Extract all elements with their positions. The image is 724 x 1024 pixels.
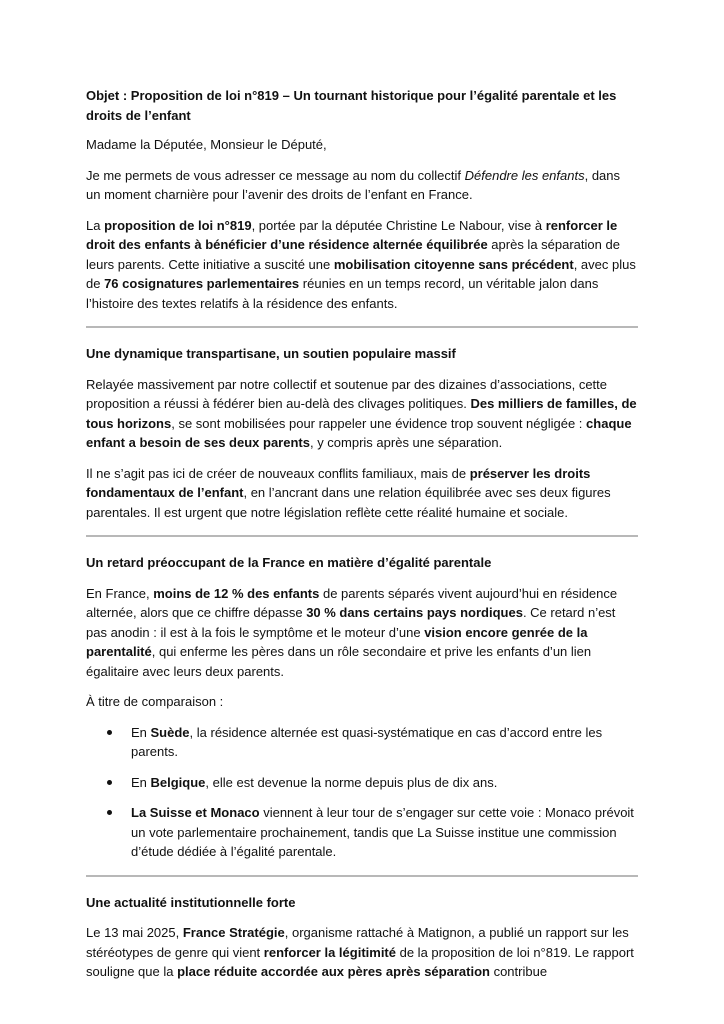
text-run: Je me permets de vous adresser ce message au nom du collectif xyxy=(86,167,465,183)
text-run: , organisme rattaché à Matignon, a publié un rapport sur les stéréotypes de genre qui vient xyxy=(86,925,629,960)
proposal-paragraph xyxy=(86,216,638,314)
text-run: En xyxy=(131,774,151,790)
emphasis-text: renforcer le droit des enfants à bénéficier d’une résidence alternée équilibrée xyxy=(86,217,618,252)
text-run: contribue xyxy=(489,964,548,979)
text-run: , avec plus de xyxy=(86,256,636,291)
letter-body xyxy=(86,86,638,993)
section-heading: Un retard préoccupant de la France en matière d’égalité parentale xyxy=(86,555,492,570)
letter-subject: Objet : Proposition de loi n°819 – Un tournant historique pour l’égalité parentale et les droits de l’enfant xyxy=(86,88,617,123)
text-run: , dans un moment charnière pour l’avenir des droits de l’enfant en France. xyxy=(86,167,621,202)
emphasis-text: France Stratégie xyxy=(182,925,285,940)
text-run: , y compris après une séparation. xyxy=(309,435,503,450)
emphasis-text: proposition de loi n°819 xyxy=(104,217,252,233)
text-run: . Ce retard n’est pas anodin : il est à la fois le symptôme et le moteur d’une xyxy=(86,605,616,640)
paragraph xyxy=(86,584,638,682)
list-item-text xyxy=(131,775,497,790)
text-run: Il ne s’agit pas ici de créer de nouveaux conflits familiaux, mais de xyxy=(86,465,470,481)
section-divider xyxy=(86,535,638,537)
italic-text: Défendre les enfants xyxy=(464,167,585,183)
section-divider xyxy=(86,326,638,328)
section-heading: Une dynamique transpartisane, un soutien populaire massif xyxy=(86,346,456,361)
emphasis-text: 30 % dans certains pays nordiques xyxy=(306,605,523,620)
emphasis-text: 76 cosignatures parlementaires xyxy=(104,276,300,291)
list-item xyxy=(86,723,638,762)
salutation: Madame la Députée, Monsieur le Député, xyxy=(86,137,327,152)
emphasis-text: place réduite accordée aux pères après séparation xyxy=(177,964,490,979)
intro-paragraph xyxy=(86,166,638,205)
text-run: , se sont mobilisées pour rappeler une évidence trop souvent négligée : xyxy=(171,415,587,431)
emphasis-text: moins de 12 % des enfants xyxy=(153,585,320,601)
section-heading: Une actualité institutionnelle forte xyxy=(86,894,296,910)
text-run: En France, xyxy=(86,585,154,601)
list-item xyxy=(86,773,638,793)
emphasis-text: Des milliers de familles, de tous horizons xyxy=(86,396,637,431)
paragraph xyxy=(86,923,638,982)
emphasis-text: Belgique xyxy=(150,774,206,790)
text-run: de parents séparés vivent aujourd’hui en résidence alternée, alors que ce chiffre dépasse xyxy=(86,585,618,620)
text-run: , en l’ancrant dans une relation équilibrée avec ses deux figures parentales. Il est urgent que notre législation reflète cette réalité humaine et sociale. xyxy=(86,485,611,520)
text-run: viennent à leur tour de s’engager sur cette voie : Monaco prévoit un vote parlementaire prochainement, tandis que La Suisse institue une commission d’étude dédiée à l’égalité parentale. xyxy=(131,805,634,859)
text-run: , portée par la députée Christine Le Nabour, vise à xyxy=(251,217,546,233)
emphasis-text: Suède xyxy=(150,724,190,740)
bullet-icon xyxy=(107,730,112,735)
emphasis-text: chaque enfant a besoin de ses deux parents xyxy=(86,415,632,450)
text-run: Relayée massivement par notre collectif et soutenue par des dizaines d’associations, cette proposition a réussi à fédérer bien au-delà des clivages politiques. xyxy=(86,376,608,411)
list-item-text xyxy=(131,805,634,859)
list-item xyxy=(86,803,638,862)
bullet-icon xyxy=(107,780,112,785)
text-run: après la séparation de leurs parents. Cette initiative a suscité une xyxy=(86,237,620,272)
bullet-icon xyxy=(107,810,112,815)
text-run: , elle est devenue la norme depuis plus de dix ans. xyxy=(205,774,498,790)
text-run: , la résidence alternée est quasi-systématique en cas d’accord entre les parents. xyxy=(131,724,603,759)
paragraph xyxy=(86,375,638,453)
comparison-list xyxy=(86,723,638,862)
emphasis-text: vision encore genrée de la parentalité xyxy=(86,624,588,659)
text-run: réunies en un temps record, un véritable jalon dans l’histoire des textes relatifs à la résidence des enfants. xyxy=(86,276,599,311)
emphasis-text: renforcer la légitimité xyxy=(263,944,396,960)
text-run: Le 13 mai 2025, xyxy=(86,925,183,940)
list-item-text xyxy=(131,725,602,760)
emphasis-text: préserver les droits fondamentaux de l’enfant xyxy=(86,465,591,500)
section-divider xyxy=(86,875,638,877)
emphasis-text: La Suisse et Monaco xyxy=(131,805,260,820)
text-run: La xyxy=(86,217,105,233)
text-run: de la proposition de loi n°819. Le rapport souligne que la xyxy=(86,944,634,979)
emphasis-text: mobilisation citoyenne sans précédent xyxy=(333,256,574,272)
text-run: En xyxy=(131,724,151,740)
comparison-intro: À titre de comparaison : xyxy=(86,694,224,709)
text-run: , qui enferme les pères dans un rôle secondaire et prive les enfants d’un lien égalitaire avec leurs deux parents. xyxy=(86,644,592,679)
paragraph xyxy=(86,464,638,523)
